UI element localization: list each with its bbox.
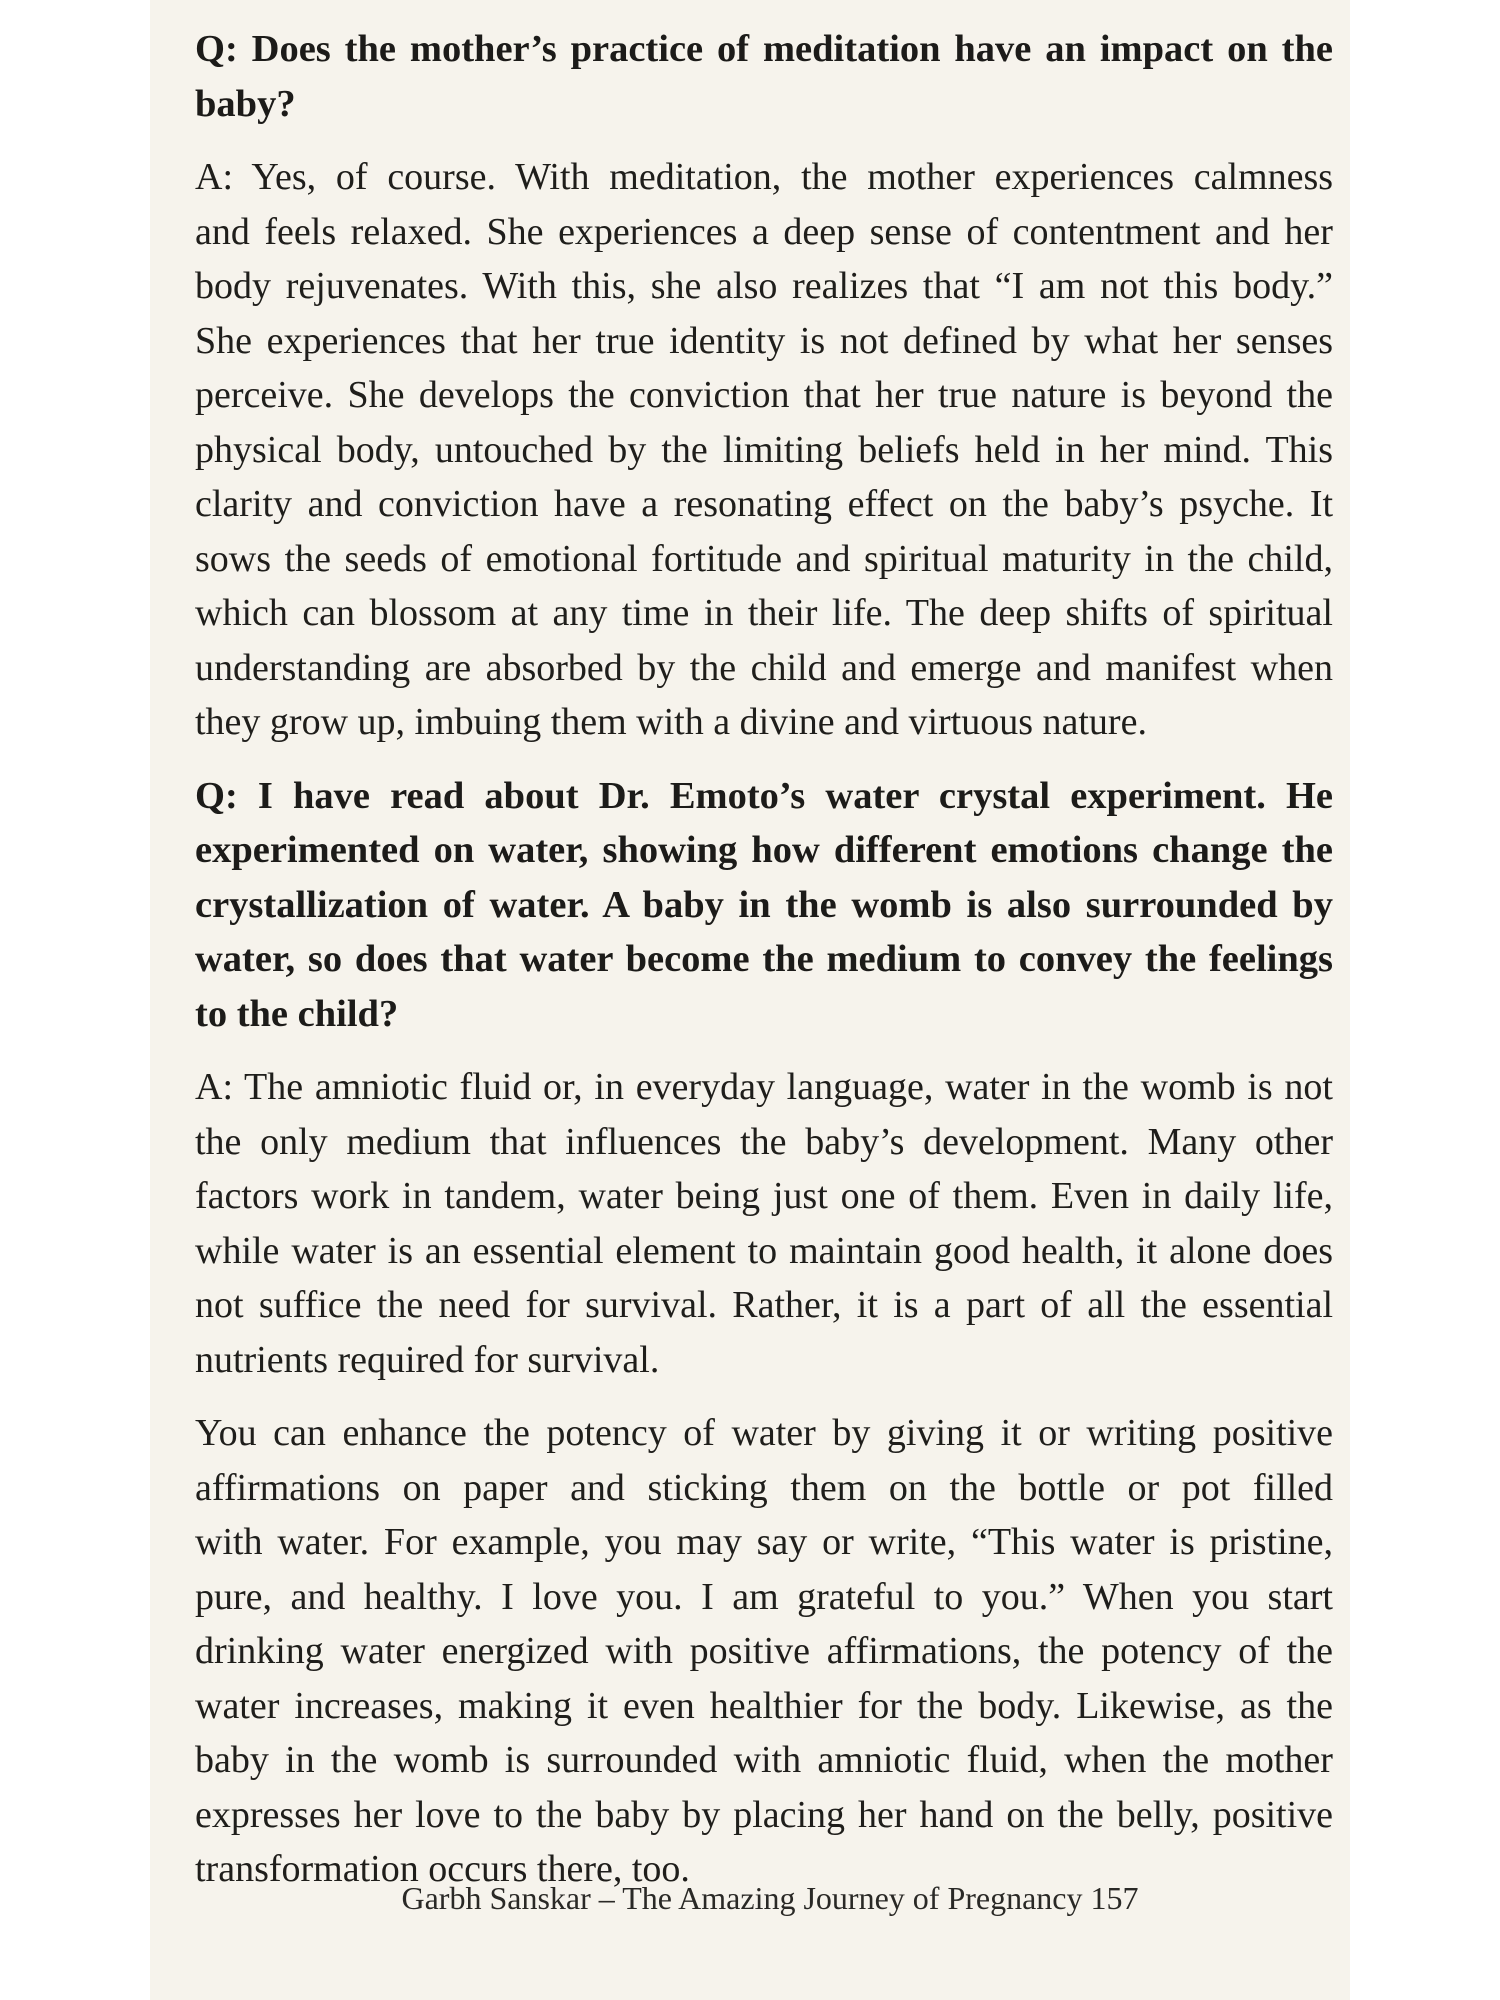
- text-line: perceive. She develops the conviction that her true nature is beyond the: [195, 374, 1333, 416]
- text-line: A: Yes, of course. With meditation, the mother experiences calmness: [195, 156, 1334, 198]
- text-line: the only medium that influences the baby’s development. Many other: [195, 1120, 1334, 1163]
- text-line: body rejuvenates. With this, she also realizes that “I am not this body.”: [195, 265, 1333, 307]
- text-line: sows the seeds of emotional fortitude and spiritual maturity in the child,: [195, 537, 1333, 580]
- text-line: water increases, making it even healthier for the body. Likewise, as the: [195, 1684, 1333, 1727]
- text-line: A: The amniotic fluid or, in everyday language, water in the womb is not: [195, 1066, 1333, 1108]
- text-line: water, so does that water become the medium to convey the feelings: [195, 938, 1334, 980]
- text-line: clarity and conviction have a resonating effect on the baby’s psyche. It: [195, 483, 1334, 525]
- answer-paragraph: [195, 150, 1333, 750]
- body-paragraph: [195, 1406, 1333, 1897]
- text-line: and feels relaxed. She experiences a deep sense of contentment and her: [195, 210, 1333, 253]
- text-line: Q: Does the mother’s practice of meditation have an impact on the: [195, 28, 1333, 70]
- question-paragraph: [195, 769, 1333, 1042]
- text-line: affirmations on paper and sticking them on the bottle or pot filled: [195, 1466, 1334, 1509]
- text-line: crystallization of water. A baby in the womb is also surrounded by: [195, 883, 1333, 926]
- text-line: not suffice the need for survival. Rather, it is a part of all the essential: [195, 1284, 1334, 1326]
- text-line: You can enhance the potency of water by giving it or writing positive: [195, 1412, 1334, 1454]
- text-line: to the child?: [195, 992, 399, 1035]
- page-body: [195, 22, 1333, 1897]
- question-paragraph: [195, 22, 1333, 131]
- text-line: they grow up, imbuing them with a divine and virtuous nature.: [195, 701, 1147, 743]
- text-line: physical body, untouched by the limiting beliefs held in her mind. This: [195, 428, 1333, 471]
- text-line: baby in the womb is surrounded with amniotic fluid, when the mother: [195, 1739, 1333, 1781]
- text-line: baby?: [195, 82, 296, 125]
- text-line: Q: I have read about Dr. Emoto’s water crystal experiment. He: [195, 774, 1334, 817]
- text-line: experimented on water, showing how different emotions change the: [195, 829, 1333, 871]
- text-line: factors work in tandem, water being just one of them. Even in daily life,: [195, 1175, 1333, 1217]
- text-line: with water. For example, you may say or write, “This water is pristine,: [195, 1521, 1334, 1563]
- text-line: transformation occurs there, too.: [195, 1848, 690, 1890]
- answer-paragraph: [195, 1060, 1333, 1387]
- page-footer: Garbh Sanskar – The Amazing Journey of Pregnancy 157: [401, 1880, 1139, 1916]
- text-line: which can blossom at any time in their life. The deep shifts of spiritual: [195, 592, 1333, 634]
- text-line: while water is an essential element to maintain good health, it alone does: [195, 1229, 1333, 1272]
- text-line: pure, and healthy. I love you. I am grateful to you.” When you start: [195, 1575, 1333, 1618]
- text-line: nutrients required for survival.: [195, 1338, 660, 1381]
- text-line: She experiences that her true identity is not defined by what her senses: [195, 319, 1334, 362]
- text-line: expresses her love to the baby by placing her hand on the belly, positive: [195, 1793, 1334, 1836]
- text-line: understanding are absorbed by the child and emerge and manifest when: [195, 646, 1333, 689]
- text-line: drinking water energized with positive affirmations, the potency of the: [195, 1630, 1334, 1672]
- book-page: [150, 0, 1350, 2000]
